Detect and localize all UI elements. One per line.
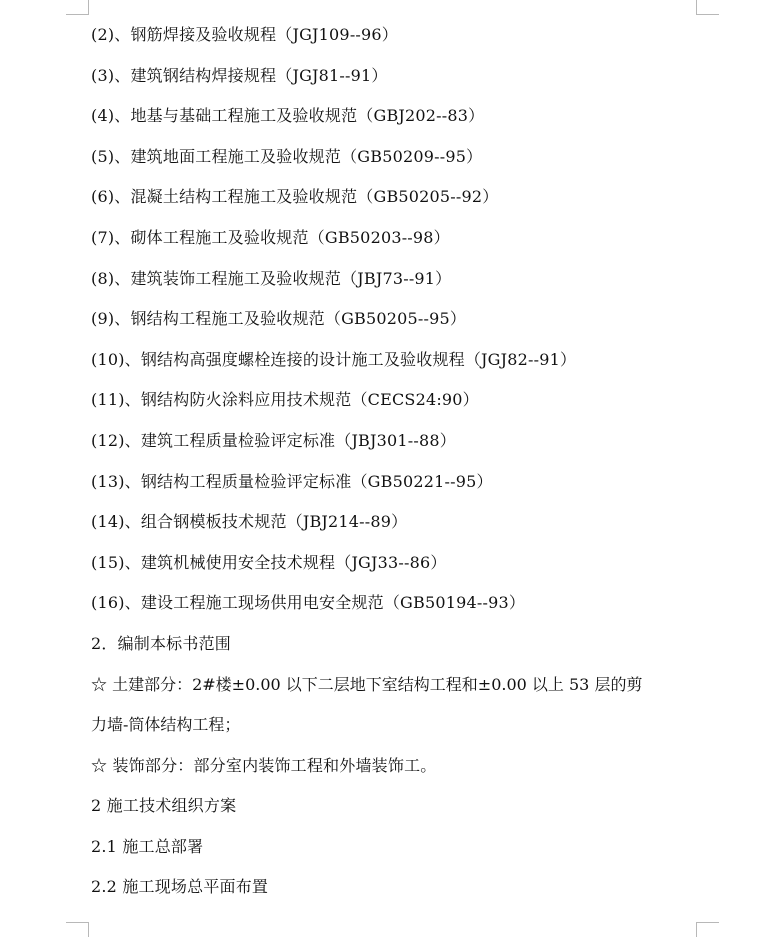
list-item: (7)、砌体工程施工及验收规范（GB50203--98） [91, 227, 450, 247]
list-item: (13)、钢结构工程质量检验评定标准（GB50221--95） [91, 471, 493, 491]
crop-mark-top-left [66, 0, 89, 15]
list-item: (11)、钢结构防火涂料应用技术规范（CECS24:90） [91, 390, 479, 410]
list-item: (8)、建筑装饰工程施工及验收规范（JBJ73--91） [91, 268, 452, 288]
document-body [91, 21, 711, 914]
crop-mark-top-right [696, 0, 719, 15]
section-scope-title: 2．编制本标书范围 [91, 633, 231, 653]
list-item: (2)、钢筋焊接及验收规程（JGJ109--96） [91, 25, 398, 44]
list-item: (4)、地基与基础工程施工及验收规范（GBJ202--83） [91, 106, 485, 126]
crop-mark-bottom-right [696, 922, 719, 937]
section-2-title: 2 施工技术组织方案 [91, 796, 237, 816]
crop-mark-bottom-left [66, 922, 89, 937]
list-item: (15)、建筑机械使用安全技术规程（JGJ33--86） [91, 552, 447, 572]
scope-civil-line-2: 力墙-筒体结构工程； [91, 715, 241, 735]
list-item: (14)、组合钢模板技术规范（JBJ214--89） [91, 512, 408, 532]
list-item: (9)、钢结构工程施工及验收规范（GB50205--95） [91, 309, 467, 329]
section-2-1-title: 2.1 施工总部署 [91, 836, 204, 856]
section-2-2-title: 2.2 施工现场总平面布置 [91, 877, 269, 897]
list-item: (5)、建筑地面工程施工及验收规范（GB50209--95） [91, 146, 483, 166]
list-item: (12)、建筑工程质量检验评定标准（JBJ301--88） [91, 430, 456, 450]
list-item: (16)、建设工程施工现场供用电安全规范（GB50194--93） [91, 593, 526, 613]
scope-civil-line-1: ☆ 土建部分：2#楼±0.00 以下二层地下室结构工程和±0.00 以上 53 层的剪 [91, 674, 643, 694]
list-item: (10)、钢结构高强度螺栓连接的设计施工及验收规程（JGJ82--91） [91, 349, 577, 369]
list-item: (6)、混凝土结构工程施工及验收规范（GB50205--92） [91, 187, 499, 207]
scope-decoration: ☆ 装饰部分：部分室内装饰工程和外墙装饰工。 [91, 755, 437, 775]
list-item: (3)、建筑钢结构焊接规程（JGJ81--91） [91, 65, 388, 85]
